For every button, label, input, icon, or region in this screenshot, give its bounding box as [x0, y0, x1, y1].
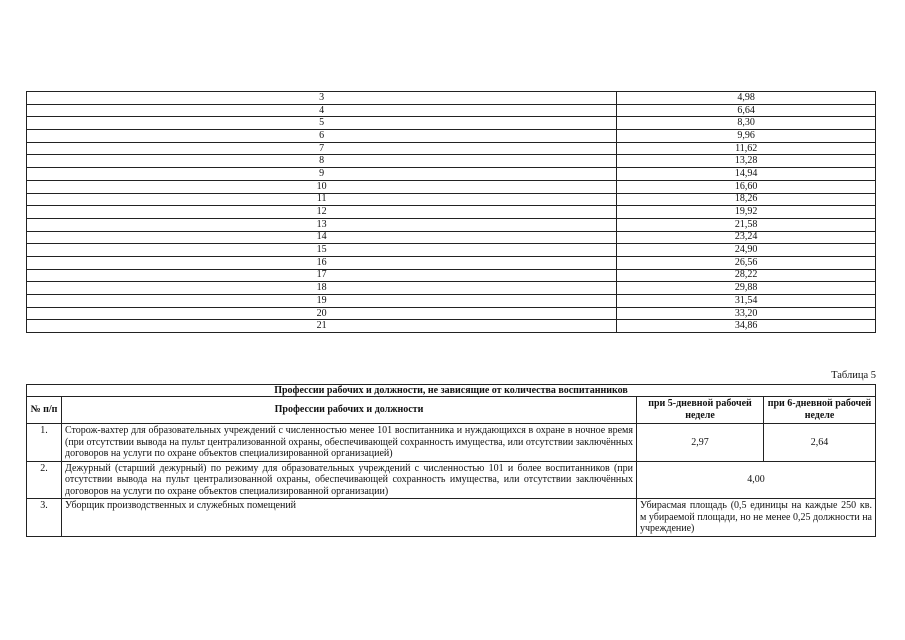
table-row: [27, 307, 876, 320]
staff-units-cell: 24,90: [617, 244, 876, 257]
group-count-cell: 5: [27, 117, 617, 130]
staff-units-cell: 23,24: [617, 231, 876, 244]
group-count-cell: 18: [27, 282, 617, 295]
group-count-cell: 16: [27, 256, 617, 269]
staff-units-cell: 9,96: [617, 130, 876, 143]
group-count-cell: 17: [27, 269, 617, 282]
table-row: [27, 256, 876, 269]
table-row: [27, 155, 876, 168]
header-number: № п/п: [27, 397, 62, 424]
row-profession: Уборщик производственных и служебных помещений: [62, 499, 637, 537]
group-count-cell: 4: [27, 104, 617, 117]
row-number: 2.: [27, 461, 62, 499]
group-count-cell: 3: [27, 92, 617, 105]
row-number: 3.: [27, 499, 62, 537]
table-row: [27, 499, 876, 537]
table-row: [27, 231, 876, 244]
staff-units-cell: 33,20: [617, 307, 876, 320]
header-five-day: при 5-дневной рабочей неделе: [637, 397, 764, 424]
row-five-day-value: 2,97: [637, 424, 764, 462]
staff-count-table: [26, 91, 876, 333]
staff-units-cell: 29,88: [617, 282, 876, 295]
staff-units-cell: 13,28: [617, 155, 876, 168]
header-profession: Профессии рабочих и должности: [62, 397, 637, 424]
table-row: [27, 142, 876, 155]
group-count-cell: 20: [27, 307, 617, 320]
table-row: [27, 218, 876, 231]
group-count-cell: 19: [27, 295, 617, 308]
table-row: [27, 320, 876, 333]
staff-units-cell: 26,56: [617, 256, 876, 269]
staff-units-cell: 16,60: [617, 180, 876, 193]
staff-units-cell: 14,94: [617, 168, 876, 181]
table-row: [27, 269, 876, 282]
group-count-cell: 13: [27, 218, 617, 231]
staff-count-table-body: [27, 92, 876, 333]
staff-units-cell: 4,98: [617, 92, 876, 105]
group-count-cell: 12: [27, 206, 617, 219]
row-profession: Сторож-вахтер для образовательных учреждений с численностью менее 101 воспитанника и нуждающихся в охране в ночное время (при отсутствии вывода на пульт централизованной охраны, обеспечивающей сохранность имущества, или отсутствии заключённых договоров на услуги по охране объектов специализированной организацией): [62, 424, 637, 462]
group-count-cell: 9: [27, 168, 617, 181]
staff-units-cell: 11,62: [617, 142, 876, 155]
row-six-day-value: 2,64: [764, 424, 876, 462]
staff-units-cell: 28,22: [617, 269, 876, 282]
table-row: [27, 193, 876, 206]
staff-units-cell: 6,64: [617, 104, 876, 117]
table-row: [27, 295, 876, 308]
staff-units-cell: 31,54: [617, 295, 876, 308]
table-row: [27, 117, 876, 130]
table-row: [27, 130, 876, 143]
table-row: [27, 461, 876, 499]
table-row: [27, 180, 876, 193]
staff-units-cell: 21,58: [617, 218, 876, 231]
staff-units-cell: 18,26: [617, 193, 876, 206]
professions-table: [26, 384, 876, 537]
table-row: [27, 244, 876, 257]
group-count-cell: 15: [27, 244, 617, 257]
table-row: [27, 424, 876, 462]
group-count-cell: 11: [27, 193, 617, 206]
row-value: 4,00: [637, 461, 876, 499]
table-header-row: [27, 397, 876, 424]
row-value: Убирасмая площадь (0,5 единицы на каждые 250 кв. м убираемой площади, но не менее 0,25 должности на учреждение): [637, 499, 876, 537]
row-profession: Дежурный (старший дежурный) по режиму для образовательных учреждений с численностью 101 и более воспитанников (при отсутствии вывода на пульт централизованной охраны, обеспечивающей сохранность имущества, или отсутствии заключённых договоров на услуги по охране объектов специализированной организации): [62, 461, 637, 499]
group-count-cell: 7: [27, 142, 617, 155]
table-row: [27, 206, 876, 219]
group-count-cell: 8: [27, 155, 617, 168]
table-row: [27, 282, 876, 295]
staff-units-cell: 19,92: [617, 206, 876, 219]
table-caption: Таблица 5: [831, 370, 876, 381]
table-title: Профессии рабочих и должности, не зависящие от количества воспитанников: [27, 385, 876, 397]
group-count-cell: 6: [27, 130, 617, 143]
table-row: [27, 92, 876, 105]
table-row: [27, 104, 876, 117]
group-count-cell: 14: [27, 231, 617, 244]
staff-units-cell: 8,30: [617, 117, 876, 130]
staff-units-cell: 34,86: [617, 320, 876, 333]
table-title-row: [27, 385, 876, 397]
table-row: [27, 168, 876, 181]
group-count-cell: 21: [27, 320, 617, 333]
header-six-day: при 6-дневной рабочей неделе: [764, 397, 876, 424]
group-count-cell: 10: [27, 180, 617, 193]
row-number: 1.: [27, 424, 62, 462]
